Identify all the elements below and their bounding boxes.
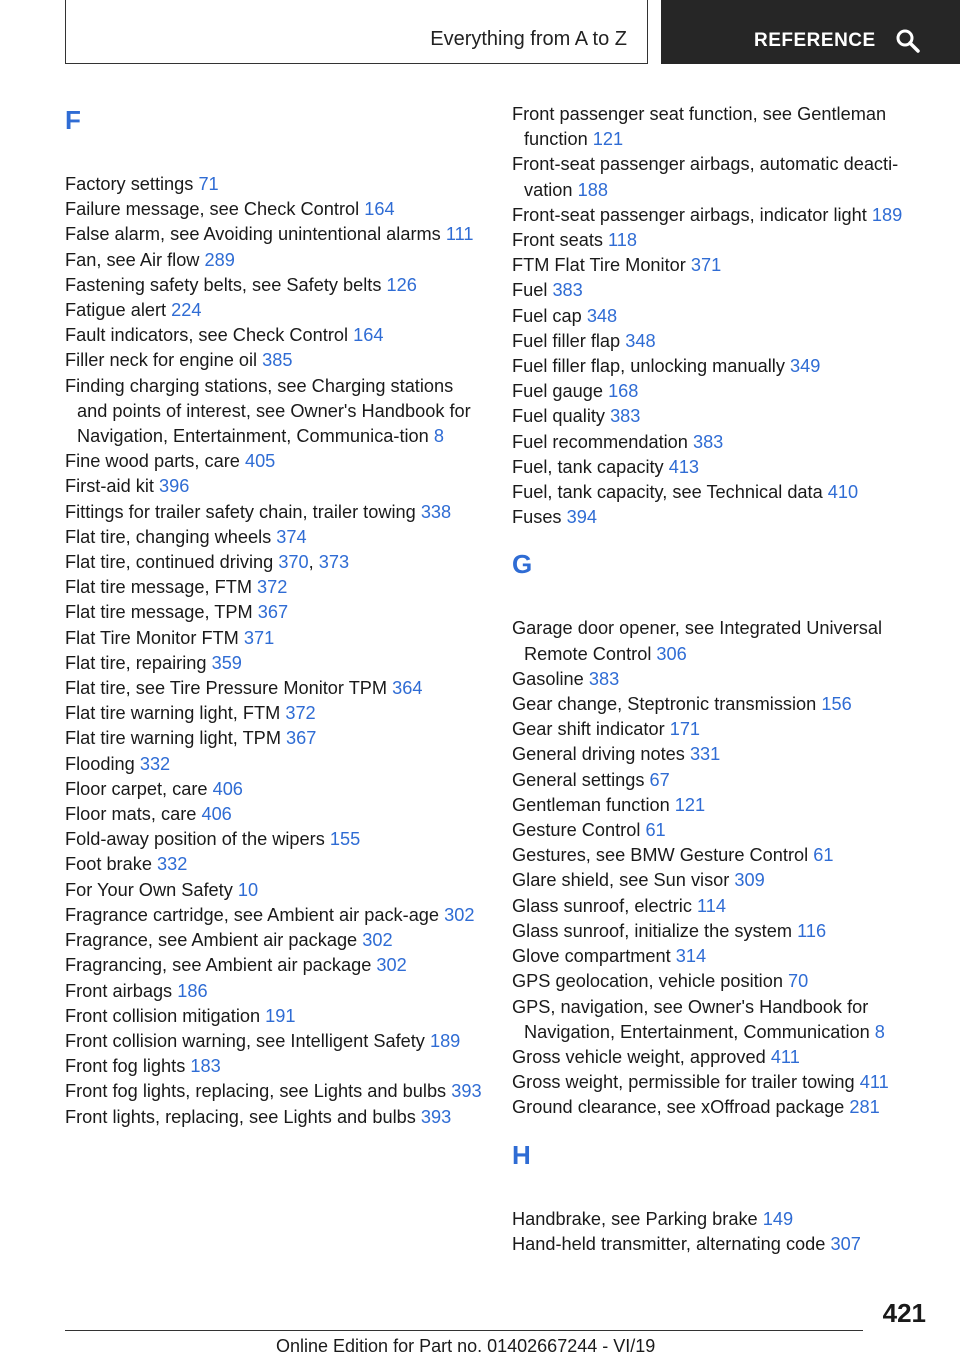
index-entry [512,894,932,919]
index-entry [65,222,485,247]
page-link[interactable]: 372 [257,577,288,598]
page-link[interactable]: 67 [649,769,670,790]
index-entry-label: Fine wood parts, care [65,451,245,472]
index-entry [65,626,485,651]
index-entry-label: GPS, navigation, see Owner's Handbook for Navigation, Entertainment, Communication [512,996,875,1042]
index-entry [65,701,485,726]
page-link[interactable]: 349 [790,356,821,377]
index-entry-label: Gasoline [512,668,589,689]
index-entry-label: Fragrance, see Ambient air package [65,930,363,951]
index-entry [65,802,485,827]
index-entry-label: General settings [512,769,650,790]
index-entry-label: Flat tire message, FTM [65,577,258,598]
page-link[interactable]: 116 [797,920,827,941]
index-entry-label: GPS geolocation, vehicle position [512,971,789,992]
page-link[interactable]: 373 [318,552,350,573]
index-entry [512,480,932,505]
index-entry [65,172,485,197]
page-link[interactable]: 411 [770,1046,800,1067]
index-entry [512,692,932,717]
page-link[interactable]: 281 [849,1097,880,1118]
page-link[interactable]: 383 [610,406,641,427]
page-link[interactable]: 332 [139,753,171,774]
page-link[interactable]: 394 [566,507,597,528]
index-entry-label: Gear change, Steptronic transmission [512,694,822,715]
footer-rule [65,1330,863,1331]
page-link[interactable]: 126 [386,274,417,295]
index-entry-label: Gentleman function [512,794,675,815]
index-entry [65,726,485,751]
index-entry [512,304,932,329]
index-entry [65,575,485,600]
index-entry-label: Front collision mitigation [65,1005,266,1026]
index-entry [65,550,485,575]
page-link[interactable]: 302 [362,930,393,951]
index-entry [512,228,932,253]
index-entry-label: Flat tire message, TPM [65,602,258,623]
page-link[interactable]: 191 [265,1005,296,1026]
index-letter-heading: G [512,549,533,580]
page-link[interactable]: 121 [592,129,624,150]
index-entry-label: Glare shield, see Sun visor [512,870,735,891]
index-entry-label: Flat tire, repairing [65,652,212,673]
index-entry [65,374,485,450]
page-link[interactable]: 396 [158,476,190,497]
index-entry-label: Flat tire, changing wheels [65,526,277,547]
index-entry [65,1079,485,1104]
page-link[interactable]: 171 [669,719,701,740]
index-entry [65,298,485,323]
page-link[interactable]: 71 [198,174,219,194]
index-entry-label: Fragrance cartridge, see Ambient air pack-age [65,904,445,925]
index-entry-label: Glass sunroof, electric [512,895,697,916]
index-letter-heading: F [65,105,81,135]
index-entry [65,474,485,499]
header-section-box [65,0,648,64]
index-entry [65,676,485,701]
index-entry-label: Glass sunroof, initialize the system [512,920,798,941]
index-entry [512,379,932,404]
index-entry-label: Flat tire warning light, TPM [65,728,287,749]
index-entry [512,1070,932,1095]
page-link[interactable]: 405 [244,451,276,472]
index-entry-label: Foot brake [65,854,157,875]
index-entry-label: Fan, see Air flow [65,249,205,270]
index-entry [512,969,932,994]
index-entry [65,928,485,953]
index-entry [65,651,485,676]
index-entry [512,868,932,893]
index-entry-label: Failure message, see Check Control [65,199,365,220]
index-entry-label: Front airbags [65,980,178,1001]
index-entry-label: Floor mats, care [65,804,202,825]
index-entry-label: Fuel filler flap, unlocking manually [512,356,790,377]
index-entry [512,455,932,480]
page-link[interactable]: 302 [376,955,407,976]
page-link[interactable]: 371 [243,627,275,648]
page-link[interactable]: 8 [433,426,444,447]
index-entry [512,818,932,843]
index-entry [65,878,485,903]
page-link[interactable]: 413 [668,456,700,477]
index-entry [512,742,932,767]
index-entry [512,768,932,793]
index-entry [512,1207,932,1232]
index-entry [512,1045,932,1070]
index-entry [65,953,485,978]
index-entry [65,525,485,550]
index-entry-label: Finding charging stations, see Charging stations and points of interest, see Owner's Handbook for Navigation, Entertainment, Communica-tion [65,375,471,447]
index-entry-label: Flooding [65,753,140,774]
index-entry [512,102,932,152]
page-link[interactable]: 111 [445,224,474,245]
index-entry-label: Glove compartment [512,946,676,967]
index-entry-label: Fuel cap [512,305,587,326]
page-link[interactable]: 61 [645,820,666,841]
page-link[interactable]: 364 [392,678,423,699]
index-entry-label: General driving notes [512,744,690,765]
page-link[interactable]: 302 [444,904,475,925]
index-entry-label: Front-seat passenger airbags, indicator light [512,204,872,225]
index-entry-label: Front seats [512,230,609,251]
page-link[interactable]: 118 [608,230,638,251]
page-link[interactable]: 121 [674,794,706,815]
page-link[interactable]: 371 [690,255,722,276]
page-link[interactable]: 338 [420,501,452,522]
page-link[interactable]: 189 [429,1030,461,1051]
index-column-right [512,102,932,1257]
index-column-left [65,102,485,1130]
index-entry [65,197,485,222]
index-entry-label: Gesture Control [512,820,646,841]
index-entry-label: Fuel gauge [512,381,609,402]
index-entry-label: Filler neck for engine oil [65,350,263,371]
page-link[interactable]: 61 [813,845,834,866]
page-link[interactable]: 307 [830,1233,861,1254]
page-link[interactable]: 183 [190,1056,221,1077]
index-entry [512,253,932,278]
reference-label: REFERENCE [754,30,876,51]
index-entry [512,919,932,944]
index-entry-label: Gross weight, permissible for trailer towing [512,1072,860,1093]
page-link[interactable]: 8 [874,1021,885,1042]
index-entry-label: Flat tire, see Tire Pressure Monitor TPM [65,678,393,699]
index-entry [65,852,485,877]
index-entry-label: Front-seat passenger airbags, automatic deacti-vation [512,154,899,200]
index-entry [65,1029,485,1054]
index-entry-label: Front passenger seat function, see Gentleman function [512,104,887,150]
index-entry-label: Fuses [512,507,567,528]
page-link[interactable]: 359 [211,652,242,673]
index-entry-label: Factory settings [65,174,199,194]
index-entry-label: Hand-held transmitter, alternating code [512,1233,831,1254]
index-entry [512,843,932,868]
page-link[interactable]: 289 [204,249,235,270]
index-entry-label: Fuel quality [512,406,611,427]
index-entry [65,1054,485,1079]
page-link[interactable]: 406 [201,804,232,825]
index-entry [65,903,485,928]
page-number: 421 [882,1298,926,1328]
page-link[interactable]: 332 [157,854,188,875]
footer-edition-text: Online Edition for Part no. 01402667244 - VI/19 [276,1336,656,1356]
index-entry [512,667,932,692]
index-entry-label: Front collision warning, see Intelligent Safety [65,1030,430,1051]
reference-tab[interactable] [661,0,960,64]
page-link[interactable]: 189 [871,204,903,225]
page-link[interactable]: 393 [420,1106,452,1127]
index-entry [512,717,932,742]
page-link[interactable]: 348 [586,305,618,326]
page-link[interactable]: 406 [212,778,243,799]
search-icon[interactable] [895,28,921,54]
index-entry-label: Flat Tire Monitor FTM [65,627,244,648]
index-entry [512,430,932,455]
index-entry-label: Ground clearance, see xOffroad package [512,1097,850,1118]
page-link[interactable]: 314 [675,946,707,967]
page-link[interactable]: 393 [451,1081,482,1102]
index-entry [512,944,932,969]
page-link[interactable]: 164 [353,325,384,346]
index-entry [65,348,485,373]
index-entry [512,203,932,228]
index-entry [65,273,485,298]
page-link[interactable]: 410 [827,482,859,503]
page-link[interactable]: 70 [788,971,809,992]
page-link[interactable]: 168 [608,381,639,402]
index-entry [65,323,485,348]
page-link[interactable]: 383 [552,280,583,301]
index-entry-label: Fuel, tank capacity [512,456,669,477]
index-entry-label: Flat tire warning light, FTM [65,703,286,724]
index-entry-label: Floor carpet, care [65,778,213,799]
index-entry-label: Front fog lights, replacing, see Lights and bulbs [65,1081,452,1102]
page-separator: , [308,552,319,573]
page-link[interactable]: 348 [625,330,656,351]
index-entry [65,777,485,802]
index-entry-label: FTM Flat Tire Monitor [512,255,691,276]
page-link[interactable]: 186 [177,980,208,1001]
index-entry [512,354,932,379]
page-link[interactable]: 155 [329,829,361,850]
index-entry [512,1095,932,1120]
index-entry-label: For Your Own Safety [65,879,238,900]
index-entry-label: Fuel, tank capacity, see Technical data [512,482,828,503]
page-link[interactable]: 188 [577,179,608,200]
index-entry-label: Fragrancing, see Ambient air package [65,955,377,976]
index-entry [65,600,485,625]
index-entry-label: Fuel filler flap [512,330,626,351]
page-link[interactable]: 383 [588,668,620,689]
footer-edition [276,1336,655,1357]
index-entry [65,248,485,273]
index-entry [65,449,485,474]
page-link[interactable]: 331 [689,744,721,765]
index-entry-label: Front fog lights [65,1056,191,1077]
index-entry [65,752,485,777]
index-entry-label: Handbrake, see Parking brake [512,1208,763,1229]
index-entry-label: First-aid kit [65,476,159,497]
index-entry-label: Gear shift indicator [512,719,670,740]
index-entry-label: Fault indicators, see Check Control [65,325,354,346]
index-entry-label: Fastening safety belts, see Safety belts [65,274,387,295]
section-title: Everything from A to Z [430,28,627,50]
index-entry-label: Garage door opener, see Integrated Universal Remote Control [512,618,883,664]
index-entry [512,616,932,666]
page-link[interactable]: 224 [171,300,202,321]
page-link[interactable]: 385 [262,350,293,371]
page-link[interactable]: 374 [276,526,307,547]
page-link[interactable]: 306 [656,643,687,664]
page-link[interactable]: 114 [696,895,726,916]
index-entry-label: Front lights, replacing, see Lights and bulbs [65,1106,421,1127]
page-link[interactable]: 411 [859,1072,889,1093]
index-entry [512,995,932,1045]
index-entry [512,278,932,303]
page-link[interactable]: 309 [734,870,765,891]
page-link[interactable]: 370 [278,552,309,573]
index-entry-label: Fatigue alert [65,300,172,321]
index-entry [512,152,932,202]
page-link[interactable]: 367 [257,602,289,623]
index-entry [512,793,932,818]
index-entry [512,329,932,354]
page-link[interactable]: 156 [821,694,852,715]
index-letter-heading: H [512,1139,531,1170]
index-entry-label: Fuel [512,280,553,301]
index-entry-label: Fuel recommendation [512,431,693,452]
index-entry [512,1232,932,1257]
index-entry [65,1004,485,1029]
index-entry [512,404,932,429]
index-entry-label: Fold-away position of the wipers [65,829,330,850]
index-entry-label: False alarm, see Avoiding unintentional alarms [65,224,446,245]
page-link[interactable]: 164 [364,199,395,220]
page-link[interactable]: 383 [692,431,724,452]
index-entry-label: Gross vehicle weight, approved [512,1046,771,1067]
index-entry-label: Flat tire, continued driving [65,552,279,573]
index-entry [65,500,485,525]
page-link[interactable]: 10 [237,879,259,900]
index-entry [65,1105,485,1130]
index-entry-label: Fittings for trailer safety chain, trailer towing [65,501,421,522]
index-entry [65,827,485,852]
page-link[interactable]: 149 [762,1208,794,1229]
index-entry-label: Gestures, see BMW Gesture Control [512,845,814,866]
page-link[interactable]: 372 [285,703,316,724]
index-entry [512,505,932,530]
page-link[interactable]: 367 [286,728,317,749]
index-entry [65,979,485,1004]
